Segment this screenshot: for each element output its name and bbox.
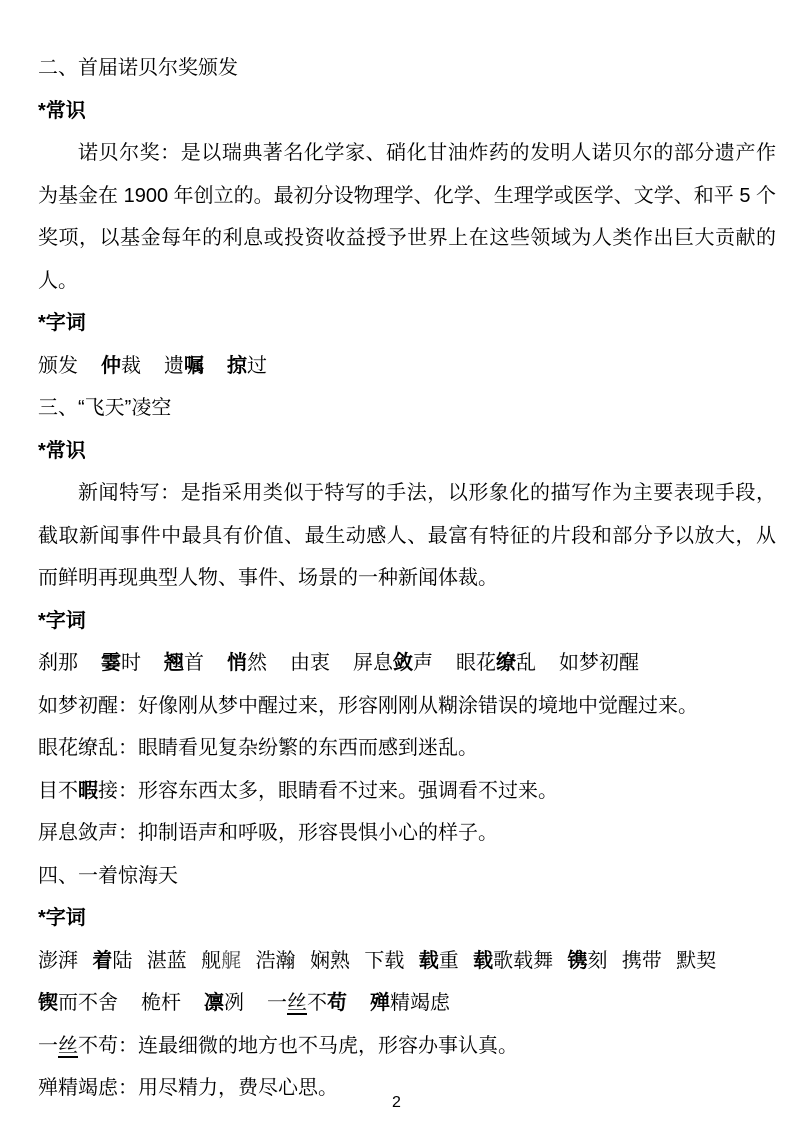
text-run: 苟	[327, 992, 347, 1014]
text-run: 目不	[38, 779, 78, 802]
text-run: 澎湃	[38, 949, 78, 972]
document-content	[38, 47, 776, 1110]
text-run: 载	[473, 949, 494, 972]
vocabulary-word	[364, 940, 404, 983]
text-run: 一	[267, 992, 287, 1014]
vocabulary-word	[204, 982, 244, 1025]
text-run: 乱	[516, 652, 536, 674]
text-run: 精竭虑	[390, 992, 450, 1014]
definition-line	[38, 770, 776, 813]
text-run: 如梦初醒	[559, 652, 639, 674]
text-run: *字词	[38, 312, 86, 334]
vocabulary-word	[147, 940, 187, 983]
vocabulary-word	[559, 642, 639, 685]
text-run: 不	[307, 992, 327, 1014]
vocabulary-word	[370, 982, 450, 1025]
text-run: 然	[247, 652, 267, 674]
text-run: 四、一着惊海天	[38, 864, 178, 887]
vocabulary-line	[38, 345, 776, 388]
text-run: 过	[247, 354, 267, 377]
text-run: 陆	[112, 949, 133, 972]
vocabulary-word	[353, 642, 433, 685]
text-run: 刹那	[38, 652, 78, 674]
vocabulary-word	[419, 940, 459, 983]
text-run: 三、“飞天”凌空	[38, 397, 172, 419]
text-run: 遗	[164, 354, 184, 377]
vocabulary-word	[267, 982, 347, 1025]
text-run: 丝	[58, 1034, 78, 1057]
knowledge-paragraph-news-feature	[38, 472, 776, 600]
text-run: 翘	[164, 652, 184, 674]
page-number: 2	[392, 1094, 401, 1111]
text-run: 霎	[101, 652, 121, 674]
section-heading-4	[38, 855, 776, 898]
text-run: 默契	[676, 949, 717, 972]
text-run: *字词	[38, 609, 86, 632]
text-run: 缭	[496, 652, 516, 674]
text-run: 娴熟	[309, 949, 350, 972]
text-run: 屏息敛声：抑制语声和呼吸，形容畏惧小心的样子。	[38, 822, 498, 844]
text-run: 凛	[204, 992, 224, 1014]
text-run: 二、首届诺贝尔奖颁发	[38, 57, 238, 79]
label-changshi	[38, 430, 776, 473]
definition-line	[38, 685, 776, 728]
vocabulary-word	[201, 940, 241, 983]
vocabulary-word	[164, 642, 204, 685]
text-run: 仲	[101, 354, 121, 377]
text-run: 时	[121, 652, 141, 674]
text-run: 声	[413, 652, 433, 674]
text-run: 镌	[567, 949, 588, 972]
text-run: 下载	[364, 949, 405, 972]
vocabulary-word	[92, 940, 132, 983]
vocabulary-word	[290, 642, 330, 685]
vocabulary-word	[310, 940, 350, 983]
text-run: 如梦初醒：好像刚从梦中醒过来，形容刚刚从糊涂错误的境地中觉醒过来。	[38, 694, 698, 717]
vocabulary-line	[38, 642, 776, 685]
text-run: 首	[184, 652, 204, 674]
text-run: 锲	[38, 992, 58, 1014]
text-run: 湛蓝	[146, 949, 187, 972]
text-run: 由衷	[290, 652, 330, 674]
text-run: 刻	[587, 949, 608, 972]
text-run: 桅杆	[141, 992, 181, 1014]
label-zici	[38, 600, 776, 643]
vocabulary-word	[38, 345, 78, 388]
vocabulary-word	[38, 642, 78, 685]
text-run: 殚	[370, 992, 390, 1014]
text-run: 接：形容东西太多，眼睛看不过来。强调看不过来。	[98, 779, 558, 802]
vocabulary-word	[164, 345, 204, 388]
section-heading-3	[38, 387, 776, 430]
text-run: 一	[38, 1034, 58, 1057]
text-run: 而不舍	[58, 992, 118, 1014]
text-run: 嘱	[184, 354, 204, 377]
text-run: 颁发	[38, 354, 78, 377]
text-run: 诺贝尔奖：是以瑞典著名化学家、硝化甘油炸药的发明人诺贝尔的部分遗产作为基金在 1900 年创立的。最初分设物理学、化学、生理学或医学、文学、和平 5 个奖项，以基金每年的利息或投资收益授予世界上在这些领域为人类作出巨大贡献的人。	[38, 142, 776, 292]
text-run: 敛	[393, 652, 413, 674]
vocabulary-word	[38, 940, 78, 983]
vocabulary-word	[38, 982, 118, 1025]
text-run: 不苟：连最细微的地方也不马虎，形容办事认真。	[78, 1034, 518, 1057]
label-changshi	[38, 90, 776, 133]
vocabulary-line	[38, 982, 776, 1025]
text-run: 着	[92, 949, 113, 972]
section-heading-2	[38, 47, 776, 90]
definition-line	[38, 812, 776, 855]
vocabulary-line	[38, 940, 776, 983]
text-run: 掠	[227, 354, 247, 377]
text-run: 重	[438, 949, 459, 972]
label-zici	[38, 302, 776, 345]
definition-line	[38, 1025, 776, 1068]
vocabulary-word	[101, 642, 141, 685]
text-run: 浩瀚	[255, 949, 296, 972]
text-run: 载	[418, 949, 439, 972]
text-run: 眼花缭乱：眼睛看见复杂纷繁的东西而感到迷乱。	[38, 737, 478, 759]
text-run: 艉	[221, 949, 242, 972]
text-run: 殚精竭虑：用尽精力，费尽心思。	[38, 1077, 338, 1099]
text-run: 舰	[201, 949, 222, 972]
text-run: 新闻特写：是指采用类似于特写的手法，以形象化的描写作为主要表现手段，截取新闻事件中最具有价值、最生动感人、最富有特征的片段和部分予以放大，从而鲜明再现典型人物、事件、场景的一种新闻体裁。	[38, 482, 776, 589]
label-zici	[38, 897, 776, 940]
text-run: 冽	[224, 992, 244, 1014]
vocabulary-word	[622, 940, 662, 983]
vocabulary-word	[101, 345, 141, 388]
text-run: 歌载舞	[493, 949, 554, 972]
definition-line	[38, 727, 776, 770]
vocabulary-word	[568, 940, 608, 983]
text-run: 眼花	[456, 652, 496, 674]
vocabulary-word	[473, 940, 553, 983]
text-run: 裁	[121, 354, 141, 377]
text-run: 丝	[287, 992, 307, 1014]
text-run: *常识	[38, 99, 86, 122]
text-run: 悄	[227, 652, 247, 674]
vocabulary-word	[256, 940, 296, 983]
text-run: 暇	[78, 779, 98, 802]
knowledge-paragraph-nobel	[38, 132, 776, 302]
text-run: *字词	[38, 907, 86, 929]
vocabulary-word	[141, 982, 181, 1025]
vocabulary-word	[227, 345, 267, 388]
text-run: 携带	[621, 949, 662, 972]
text-run: 屏息	[353, 652, 393, 674]
vocabulary-word	[227, 642, 267, 685]
vocabulary-word	[676, 940, 716, 983]
vocabulary-word	[456, 642, 536, 685]
text-run: *常识	[38, 439, 86, 462]
